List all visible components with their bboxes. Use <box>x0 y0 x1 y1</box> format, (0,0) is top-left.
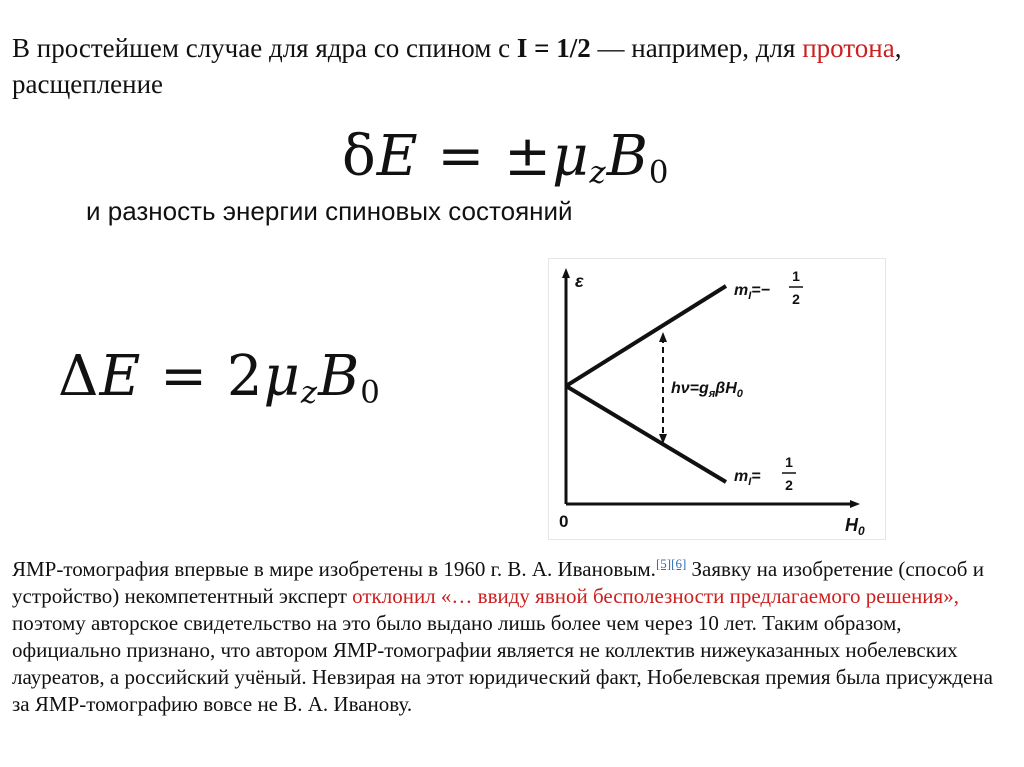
diff-mu-sub: z <box>300 374 319 411</box>
upper-sub: I <box>748 290 752 302</box>
zeeman-diagram-svg <box>549 259 885 539</box>
diff-delta: Δ <box>58 344 100 409</box>
lower-fraction-den: 2 <box>785 477 793 493</box>
diff-equals-two: = 2 <box>141 344 264 409</box>
lower-energy-level-line <box>566 386 726 482</box>
intro-text-2: — например, для <box>590 33 803 63</box>
x-axis-label <box>845 515 865 538</box>
y-axis-label: ε <box>575 271 584 291</box>
x-axis-var: H <box>845 515 858 535</box>
gap-beta: β <box>715 380 726 397</box>
gap-text: hν=g <box>671 380 709 397</box>
history-text-1: ЯМР-томография впервые в мире изобретены в 1960 г. В. А. Ивановым. <box>12 556 656 581</box>
formula-energy-var: E <box>376 124 419 189</box>
citation-link-6[interactable]: [6] <box>671 556 687 571</box>
upper-fraction-den: 2 <box>792 291 800 307</box>
formula-field: B <box>606 124 649 189</box>
intro-text-3: , расщепление <box>12 33 902 99</box>
formula-mu-sub: z <box>589 154 607 191</box>
energy-difference-caption: и разность энергии спиновых состояний <box>86 196 573 226</box>
upper-eq: =− <box>751 282 770 299</box>
origin-label: 0 <box>559 512 569 531</box>
history-text-2: Заявку на изобретение (способ и устройство) некомпетентный эксперт <box>12 556 984 608</box>
formula-field-sub: 0 <box>648 154 670 191</box>
intro-paragraph <box>12 30 1012 102</box>
x-axis-sub: 0 <box>858 524 865 538</box>
energy-difference-formula <box>58 344 381 411</box>
upper-level-label <box>734 268 803 307</box>
lower-m: m <box>734 468 749 485</box>
formula-equals-pm: = ± <box>418 124 553 189</box>
svg-text:mI=− <box>734 282 770 302</box>
diff-field: B <box>318 344 361 409</box>
intro-text-1: В простейшем случае для ядра со спином с <box>12 33 517 63</box>
history-paragraph <box>12 550 1012 718</box>
formula-delta: δ <box>342 124 377 189</box>
proton-link[interactable]: протона <box>802 33 895 63</box>
formula-mu: μ <box>552 124 590 189</box>
upper-fraction-num: 1 <box>792 268 800 284</box>
transition-energy-label <box>671 380 744 400</box>
upper-energy-level-line <box>566 286 726 386</box>
splitting-formula <box>342 124 669 191</box>
lower-level-label <box>734 454 796 493</box>
lower-eq: = <box>751 468 761 485</box>
spin-value: I = 1/2 <box>516 33 591 63</box>
diff-energy-var: E <box>99 344 142 409</box>
diff-mu: μ <box>263 344 301 409</box>
diff-field-sub: 0 <box>360 374 381 411</box>
history-text-3: поэтому авторское свидетельство на это было выдано лишь более чем через 10 лет. Таким образом, официально признано, что автором ЯМР-томографии является не коллектив нижеуказанных нобелевских лауреатов, а российский учёный. Невзирая на этот юридический факт, Нобелевская премия была присуждена за ЯМР-томографию вовсе не В. А. Иванову. <box>12 610 993 716</box>
gap-field-sub: 0 <box>736 388 743 400</box>
gap-g-sub: я <box>708 388 716 400</box>
zeeman-splitting-diagram <box>548 258 886 540</box>
lower-fraction-num: 1 <box>785 454 793 470</box>
upper-m: m <box>734 282 749 299</box>
gap-field: H <box>725 380 737 397</box>
svg-text:mI= <box>734 468 761 488</box>
citation-link-5[interactable]: [5] <box>655 556 672 571</box>
lower-sub: I <box>748 476 752 488</box>
rejection-quote: отклонил «… ввиду явной бесполезности предлагаемого решения», <box>352 583 959 608</box>
